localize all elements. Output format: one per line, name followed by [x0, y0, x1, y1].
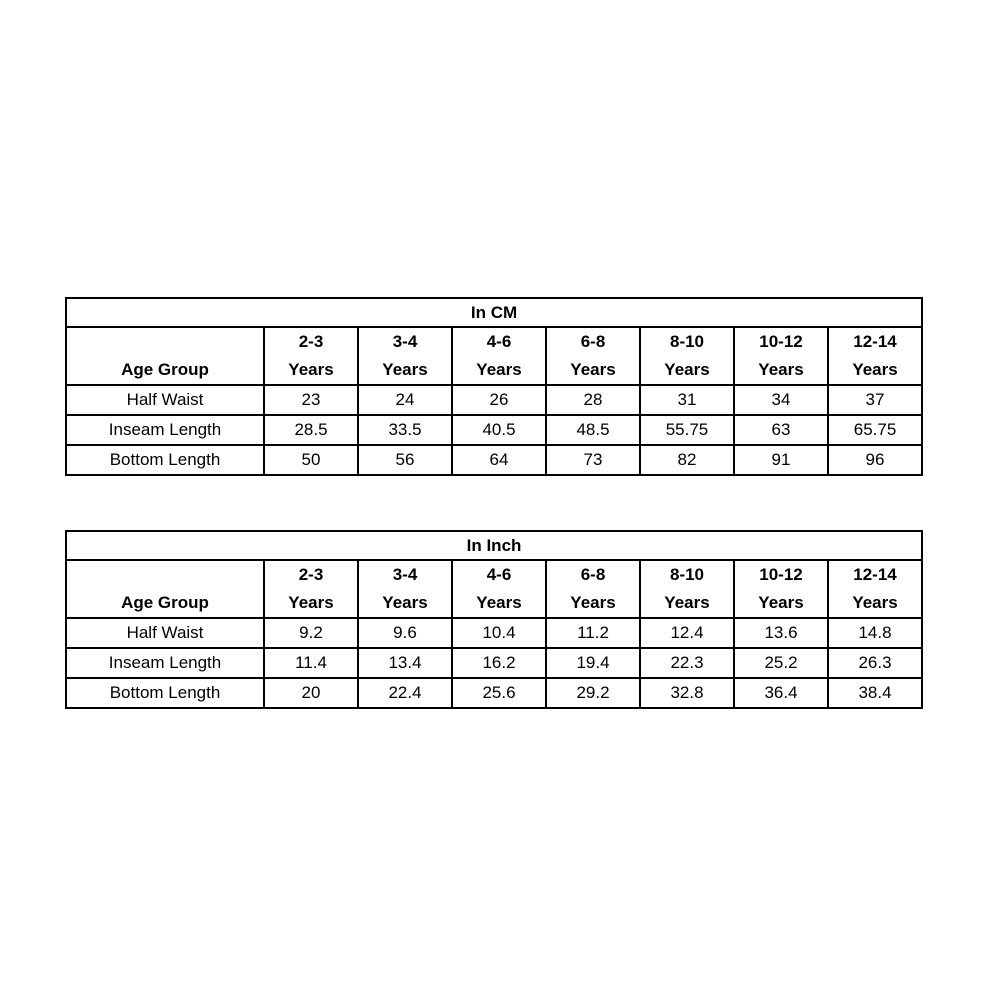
table-cell: 22.3	[640, 648, 734, 678]
table-cell: 14.8	[828, 618, 922, 648]
table-cell: 56	[358, 445, 452, 475]
table-cell: 19.4	[546, 648, 640, 678]
table-cell: 26.3	[828, 648, 922, 678]
column-header	[640, 327, 734, 385]
column-header	[828, 327, 922, 385]
table-cell: 29.2	[546, 678, 640, 708]
table-cell: 28	[546, 385, 640, 415]
table-cell: 32.8	[640, 678, 734, 708]
age-range: 2-3	[298, 565, 324, 584]
age-range: 8-10	[669, 565, 705, 584]
table-cell: 20	[264, 678, 358, 708]
table-cell: 48.5	[546, 415, 640, 445]
table-cell: 25.6	[452, 678, 546, 708]
table-cell: 33.5	[358, 415, 452, 445]
table-cell: 24	[358, 385, 452, 415]
column-header	[264, 327, 358, 385]
column-header	[358, 327, 452, 385]
row-label: Bottom Length	[66, 678, 264, 708]
column-header	[734, 560, 828, 618]
column-header	[358, 560, 452, 618]
table-cell: 82	[640, 445, 734, 475]
row-label: Bottom Length	[66, 445, 264, 475]
table-row	[66, 385, 922, 415]
table-cell: 96	[828, 445, 922, 475]
table-row	[66, 618, 922, 648]
row-label: Inseam Length	[66, 415, 264, 445]
table-title: In Inch	[66, 531, 922, 560]
table-cell: 40.5	[452, 415, 546, 445]
age-range: 12-14	[853, 332, 897, 351]
table-cell: 22.4	[358, 678, 452, 708]
table-cell: 11.4	[264, 648, 358, 678]
age-unit: Years	[476, 360, 522, 379]
age-range: 10-12	[759, 565, 803, 584]
column-header	[452, 560, 546, 618]
row-label: Half Waist	[66, 618, 264, 648]
table-cell: 11.2	[546, 618, 640, 648]
row-label: Half Waist	[66, 385, 264, 415]
age-group-header: Age Group	[66, 560, 264, 618]
table-cell: 28.5	[264, 415, 358, 445]
age-group-header: Age Group	[66, 327, 264, 385]
table-cell: 63	[734, 415, 828, 445]
age-range: 6-8	[580, 565, 606, 584]
age-unit: Years	[664, 360, 710, 379]
table-cell: 23	[264, 385, 358, 415]
table-cell: 31	[640, 385, 734, 415]
column-header	[546, 327, 640, 385]
age-unit: Years	[758, 360, 804, 379]
table-cell: 73	[546, 445, 640, 475]
age-unit: Years	[288, 360, 334, 379]
age-unit: Years	[852, 360, 898, 379]
table-cell: 13.4	[358, 648, 452, 678]
table-cell: 55.75	[640, 415, 734, 445]
table-cell: 91	[734, 445, 828, 475]
column-header	[546, 560, 640, 618]
age-unit: Years	[570, 360, 616, 379]
age-unit: Years	[288, 593, 334, 612]
size-chart-inch-table	[65, 530, 923, 709]
column-header	[264, 560, 358, 618]
table-cell: 25.2	[734, 648, 828, 678]
table-cell: 65.75	[828, 415, 922, 445]
table-cell: 10.4	[452, 618, 546, 648]
age-unit: Years	[476, 593, 522, 612]
table-cell: 37	[828, 385, 922, 415]
table-cell: 64	[452, 445, 546, 475]
table-row	[66, 648, 922, 678]
table-title: In CM	[66, 298, 922, 327]
size-chart-cm-table	[65, 297, 923, 476]
table-cell: 12.4	[640, 618, 734, 648]
age-unit: Years	[852, 593, 898, 612]
column-header	[640, 560, 734, 618]
age-unit: Years	[382, 593, 428, 612]
row-label: Inseam Length	[66, 648, 264, 678]
table-cell: 38.4	[828, 678, 922, 708]
table-cell: 36.4	[734, 678, 828, 708]
table-cell: 50	[264, 445, 358, 475]
table-cell: 13.6	[734, 618, 828, 648]
age-unit: Years	[664, 593, 710, 612]
age-unit: Years	[570, 593, 616, 612]
table-cell: 9.6	[358, 618, 452, 648]
age-range: 4-6	[486, 332, 512, 351]
table-row	[66, 445, 922, 475]
age-unit: Years	[382, 360, 428, 379]
age-range: 8-10	[669, 332, 705, 351]
age-range: 4-6	[486, 565, 512, 584]
column-header	[452, 327, 546, 385]
age-range: 10-12	[759, 332, 803, 351]
table-cell: 9.2	[264, 618, 358, 648]
age-range: 2-3	[298, 332, 324, 351]
table-row	[66, 415, 922, 445]
age-range: 3-4	[392, 332, 418, 351]
age-unit: Years	[758, 593, 804, 612]
column-header	[734, 327, 828, 385]
column-header	[828, 560, 922, 618]
age-range: 3-4	[392, 565, 418, 584]
table-cell: 16.2	[452, 648, 546, 678]
age-range: 6-8	[580, 332, 606, 351]
age-range: 12-14	[853, 565, 897, 584]
table-row	[66, 678, 922, 708]
table-cell: 34	[734, 385, 828, 415]
table-cell: 26	[452, 385, 546, 415]
